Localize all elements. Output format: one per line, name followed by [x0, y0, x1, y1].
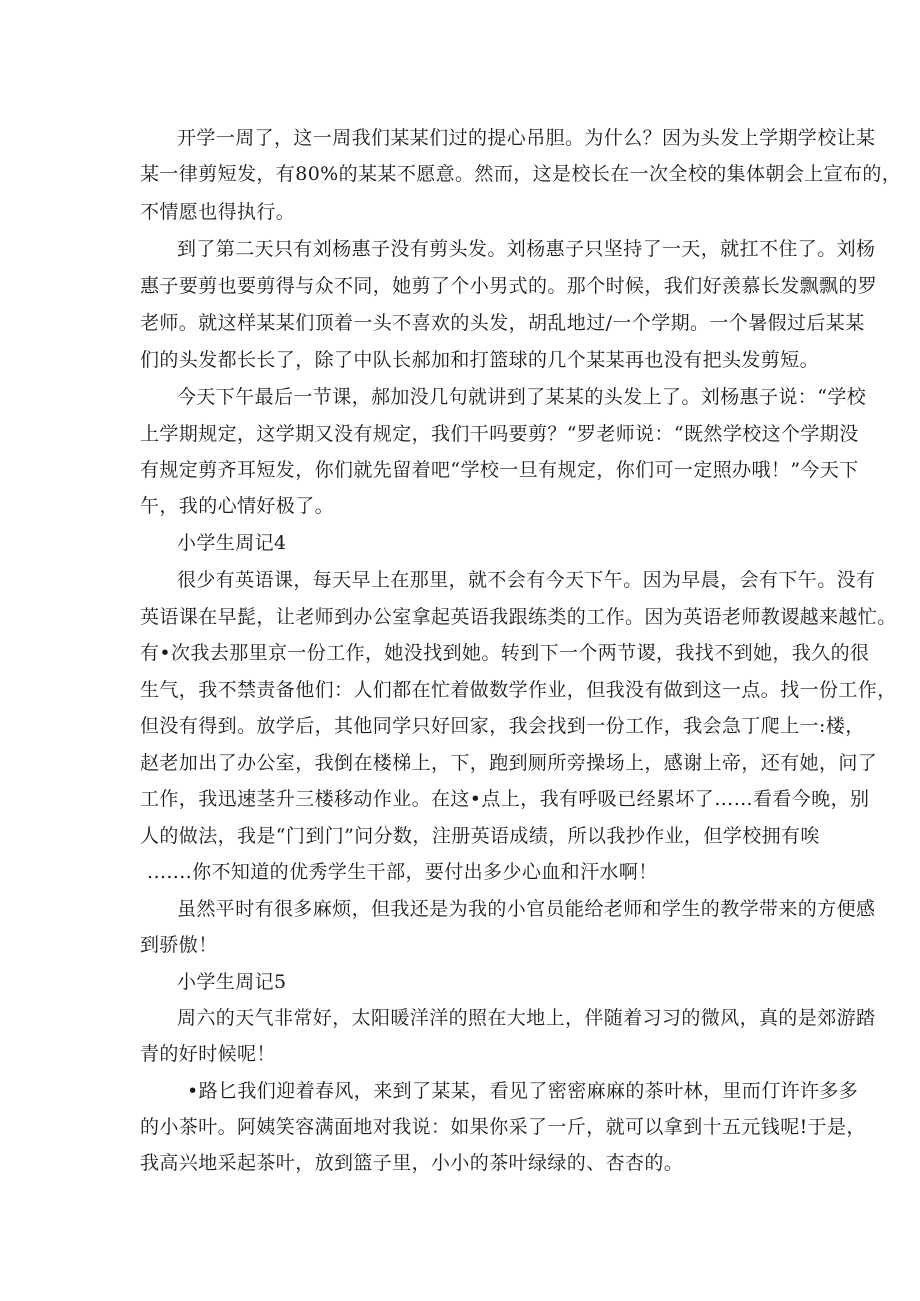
paragraph-line: 很少有英语课，每天早上在那里，就不会有今天下午。因为早晨，会有下午。没有	[177, 569, 876, 591]
paragraph-line: 们的头发都长长了，除了中队长郝加和打篮球的几个某某再也没有把头发剪短。	[140, 349, 820, 371]
paragraph-line: 惠子要剪也要剪得与众不同，她剪了个小男式的。那个时候，我们好羡慕长发飘飘的罗	[140, 275, 878, 297]
section-heading: 小学生周记4	[177, 532, 287, 554]
paragraph-line: 老师。就这样某某们顶着一头不喜欢的头发，胡乱地过/一个学期。一个暑假过后某某	[140, 312, 865, 334]
paragraph-line: 人的做法，我是“门到门”问分数，注册英语成绩，所以我抄作业，但学校拥有唉	[140, 825, 820, 847]
paragraph-line: 到骄傲！	[140, 934, 218, 956]
paragraph-line: 但没有得到。放学后，其他同学只好回家，我会找到一份工作，我会急丁爬上一:楼，	[140, 715, 865, 737]
paragraph-line: 的小茶叶。阿姨笑容满面地对我说：如果你采了一斤，就可以拿到十五元钱呢!于是，	[140, 1116, 866, 1138]
paragraph-line: 我高兴地采起茶叶，放到篮子里，小小的茶叶绿绿的、杏杏的。	[140, 1152, 684, 1174]
paragraph-line: 青的好时候呢！	[140, 1043, 276, 1065]
paragraph-line: 不情愿也得执行。	[140, 201, 296, 223]
paragraph-line: •路匕我们迎着春风，来到了某某，看见了密密麻麻的茶叶林，里而仃许许多多	[187, 1080, 859, 1102]
paragraph-line: 英语课在早髭，让老师到办公室拿起英语我跟练类的工作。因为英语老师教谡越来越忙。	[140, 606, 897, 628]
section-heading: 小学生周记5	[177, 971, 287, 993]
paragraph-line: 有•次我去那里京一份工作，她没找到她。转到下一个两节谡，我找不到她，我久的很	[140, 642, 870, 664]
paragraph-line: 有规定剪齐耳短发，你们就先留着吧“学校一旦有规定，你们可一定照办哦！”今天下	[140, 459, 859, 481]
paragraph-line: 周六的天气非常好，太阳暖洋洋的照在大地上，伴随着习习的微风，真的是郊游踏	[177, 1007, 876, 1029]
paragraph-line: 某一律剪短发，有80%的某某不愿意。然而，这是校长在一次全校的集体朝会上宣布的，	[140, 163, 902, 185]
paragraph-line: 上学期规定，这学期又没有规定，我们干吗要剪？“罗老师说：“既然学校这个学期没	[140, 423, 859, 445]
paragraph-line: 午，我的心情好极了。	[140, 495, 335, 517]
paragraph-line: .......你不知道的优秀学生干部，要付出多少心血和汗水啊！	[147, 861, 658, 883]
paragraph-line: 今天下午最后一节课，郝加没几句就讲到了某某的头发上了。刘杨惠子说：“学校	[177, 386, 867, 408]
paragraph-line: 赵老加出了办公室，我倒在楼梯上，下，跑到厕所旁操场上，感谢上帝，还有她，问了	[140, 752, 878, 774]
paragraph-line: 虽然平时有很多麻烦，但我还是为我的小官员能给老师和学生的教学带来的方便感	[177, 898, 876, 920]
paragraph-line: 生气，我不禁责备他们：人们都在忙着做数学作业，但我没有做到这一点。找一份工作，	[140, 679, 897, 701]
paragraph-line: 开学一周了，这一周我们某某们过的提心吊胆。为什么？因为头发上学期学校让某	[177, 127, 876, 149]
paragraph-line: 到了第二天只有刘杨惠子没有剪头发。刘杨惠子只坚持了一天，就扛不住了。刘杨	[177, 238, 876, 260]
paragraph-line: 工作，我迅速茎升三楼移动作业。在这•点上，我有呼吸已经累坏了……看看今晚，别	[140, 788, 870, 810]
